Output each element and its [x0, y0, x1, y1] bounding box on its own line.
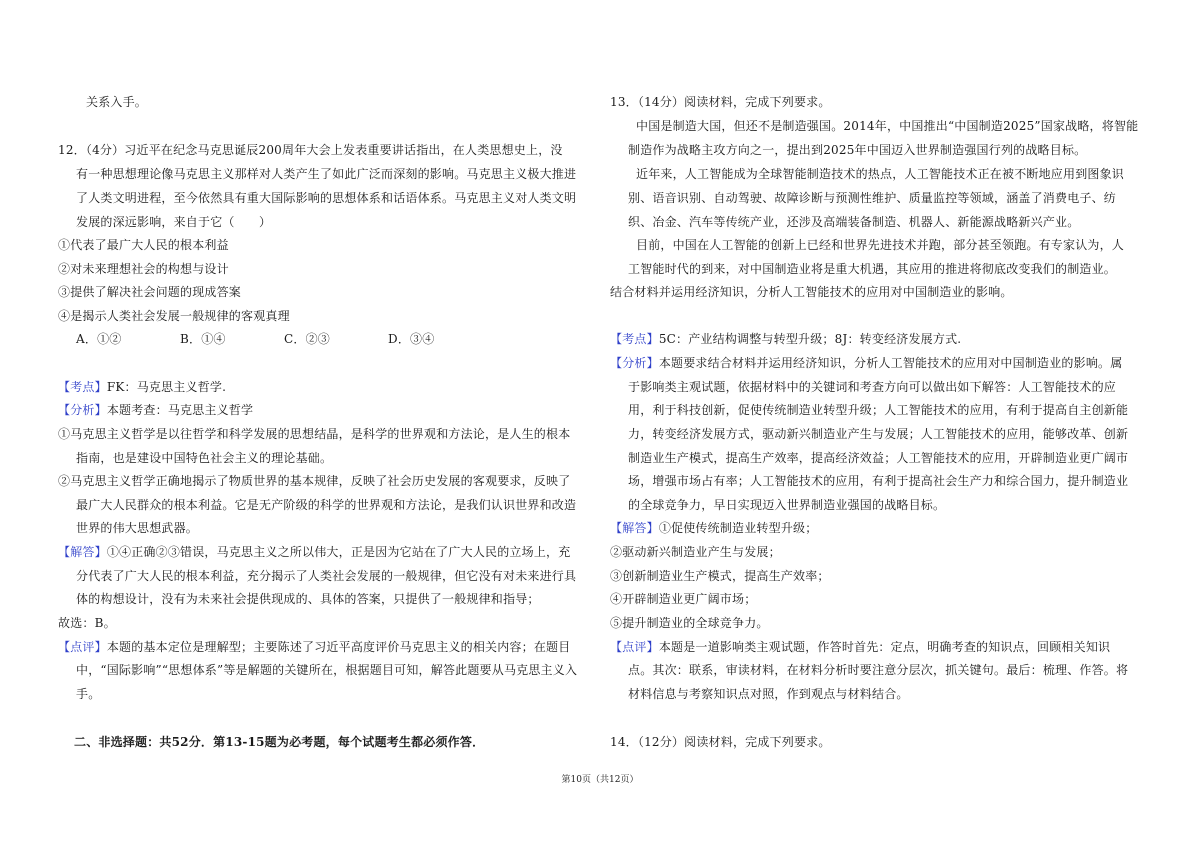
q12-fenxi-line-5: 世界的伟大思想武器。: [76, 521, 199, 535]
q12-fenxi-line-4: 最广大人民群众的根本利益。它是无产阶级的科学的世界观和方法论，是我们认识世界和改造: [76, 498, 577, 512]
q12-stem-line-3: 了人类文明进程，至今依然具有重大国际影响的思想体系和话语体系。马克思主义对人类文明: [76, 191, 577, 205]
q12-stem-line-2: 有一种思想理论像马克思主义那样对人类产生了如此广泛而深刻的影响。马克思主义极大推进: [76, 167, 577, 181]
q13-material-line-7: 工智能时代的到来，对中国制造业将是重大机遇，其应用的推进将彻底改变我们的制造业。: [628, 262, 1117, 276]
q13-fenxi-line-4: 力，转变经济发展方式，驱动新兴制造业产生与发展；人工智能技术的应用，能够改革、创新: [628, 427, 1129, 441]
q13-stem: 13．（14分）阅读材料，完成下列要求。: [610, 95, 831, 109]
fenxi-text: 本题考查：马克思主义哲学: [106, 403, 254, 417]
q13-jieda: [610, 520, 817, 536]
q13-fenxi-line-2: 于影响类主观试题，依据材料中的关键词和考查方向可以做出如下解答：人工智能技术的应: [628, 380, 1117, 394]
q13-material-line-2: 制造作为战略主攻方向之一，提出到2025年中国迈入世界制造强国行列的战略目标。: [628, 143, 1087, 157]
dianping-tag: 【点评】: [610, 640, 659, 654]
q12-dianping: [58, 639, 570, 655]
kaodian-tag: 【考点】: [610, 332, 659, 346]
jieda-tag: 【解答】: [610, 521, 659, 535]
choice-c: C．②③: [284, 332, 330, 346]
kaodian-text: 5C：产业结构调整与转型升级；8J：转变经济发展方式.: [658, 332, 962, 346]
q12-kaodian: [58, 379, 226, 395]
fenxi-tag: 【分析】: [58, 403, 107, 417]
choice-b: B．①④: [180, 332, 226, 346]
q12-fenxi: [58, 402, 253, 418]
jieda-line-1: ①促使传统制造业转型升级；: [658, 521, 818, 535]
kaodian-text: FK：马克思主义哲学.: [106, 380, 227, 394]
q13-material-line-3: 近年来，人工智能成为全球智能制造技术的热点，人工智能技术正在被不断地应用到图象识: [636, 167, 1125, 181]
q13-material-line-4: 别、语音识别、自动驾驶、故障诊断与预测性维护、质量监控等领域，涵盖了消费电子、纺: [628, 191, 1117, 205]
dianping-line-1: 本题的基本定位是理解型；主要陈述了习近平高度评价马克思主义的相关内容；在题目: [106, 640, 571, 654]
q12-fenxi-line-2: 指南，也是建设中国特色社会主义的理论基础。: [76, 451, 333, 465]
q13-dianping-line-2: 点。其次：联系，审读材料，在材料分析时要注意分层次，抓关键句。最后：梳理、作答。将: [628, 663, 1129, 677]
section-heading: 二、非选择题：共52分．第13-15题为必考题，每个试题考生都必须作答．: [74, 735, 485, 749]
continuation-line: 关系入手。: [86, 95, 148, 109]
q12-dianping-line-2: 中，“国际影响”“思想体系”等是解题的关键所在，根据题目可知，解答此题要从马克思主义入: [76, 663, 578, 677]
q13-fenxi-line-3: 用，利于科技创新，促使传统制造业转型升级；人工智能技术的应用，有利于提高自主创新能: [628, 403, 1129, 417]
choice-d: D．③④: [388, 332, 435, 346]
q13-jieda-line-2: ②驱动新兴制造业产生与发展；: [610, 545, 781, 559]
q13-material-line-6: 目前，中国在人工智能的创新上已经和世界先进技术并跑，部分甚至领跑。有专家认为，人: [636, 238, 1125, 252]
q12-jieda: [58, 544, 570, 560]
page-footer: 第10页（共12页）: [561, 775, 639, 785]
q12-fenxi-line-1: ①马克思主义哲学是以往哲学和科学发展的思想结晶，是科学的世界观和方法论，是人生的根本: [58, 427, 571, 441]
q13-kaodian: [610, 331, 961, 347]
q13-fenxi-line-7: 的全球竞争力，早日实现迈入世界制造业强国的战略目标。: [628, 498, 946, 512]
left-column: [58, 0, 588, 780]
q12-stem-line-1: 12．（4分）习近平在纪念马克思诞辰200周年大会上发表重要讲话指出，在人类思想史上，没: [58, 143, 563, 157]
q13-material-line-1: 中国是制造大国，但还不是制造强国。2014年，中国推出“中国制造2025”国家战略，将智能: [636, 119, 1139, 133]
q12-option-3: ③提供了解决社会问题的现成答案: [58, 285, 242, 299]
q13-dianping-line-3: 材料信息与考察知识点对照，作到观点与材料结合。: [628, 687, 909, 701]
q13-question: 结合材料并运用经济知识，分析人工智能技术的应用对中国制造业的影响。: [610, 285, 1013, 299]
q12-fenxi-line-3: ②马克思主义哲学正确地揭示了物质世界的基本规律，反映了社会历史发展的客观要求，反映了: [58, 474, 571, 488]
q13-fenxi: [610, 355, 1122, 371]
right-column: [610, 0, 1140, 780]
q12-jieda-line-2: 分代表了广大人民的根本利益，充分揭示了人类社会发展的一般规律，但它没有对未来进行具: [76, 569, 577, 583]
q13-dianping: [610, 639, 1110, 655]
kaodian-tag: 【考点】: [58, 380, 107, 394]
q13-jieda-line-3: ③创新制造业生产模式，提高生产效率；: [610, 569, 830, 583]
q12-answer: 故选：B。: [58, 616, 116, 630]
q13-fenxi-line-5: 制造业生产模式，提高生产效率，提高经济效益；人工智能技术的应用，开辟制造业更广阔市: [628, 451, 1129, 465]
q13-jieda-line-5: ⑤提升制造业的全球竞争力。: [610, 616, 769, 630]
q12-option-1: ①代表了最广大人民的根本利益: [58, 238, 229, 252]
q12-option-2: ②对未来理想社会的构想与设计: [58, 262, 229, 276]
q13-material-line-5: 织、冶金、汽车等传统产业，还涉及高端装备制造、机器人、新能源战略新兴产业。: [628, 215, 1080, 229]
dianping-line-1: 本题是一道影响类主观试题，作答时首先：定点，明确考查的知识点，回顾相关知识: [658, 640, 1111, 654]
q12-jieda-line-3: 体的构想设计，没有为未来社会提供现成的、具体的答案，只提供了一般规律和指导；: [76, 592, 540, 606]
q13-jieda-line-4: ④开辟制造业更广阔市场；: [610, 592, 757, 606]
q12-dianping-line-3: 手。: [76, 687, 101, 701]
q12-choices: [76, 331, 492, 347]
q12-option-4: ④是揭示人类社会发展一般规律的客观真理: [58, 309, 290, 323]
fenxi-tag: 【分析】: [610, 356, 659, 370]
fenxi-line-1: 本题要求结合材料并运用经济知识，分析人工智能技术的应用对中国制造业的影响。属: [658, 356, 1123, 370]
q12-stem-line-4: 发展的深远影响，来自于它（ ）: [76, 215, 272, 229]
jieda-tag: 【解答】: [58, 545, 107, 559]
jieda-line-1: ①④正确②③错误，马克思主义之所以伟大，正是因为它站在了广大人民的立场上，充: [106, 545, 571, 559]
choice-a: A．①②: [76, 332, 122, 346]
q14-stem: 14．（12分）阅读材料，完成下列要求。: [610, 735, 831, 749]
q13-fenxi-line-6: 场，增强市场占有率；人工智能技术的应用，有利于提高社会生产力和综合国力，提升制造业: [628, 474, 1129, 488]
dianping-tag: 【点评】: [58, 640, 107, 654]
